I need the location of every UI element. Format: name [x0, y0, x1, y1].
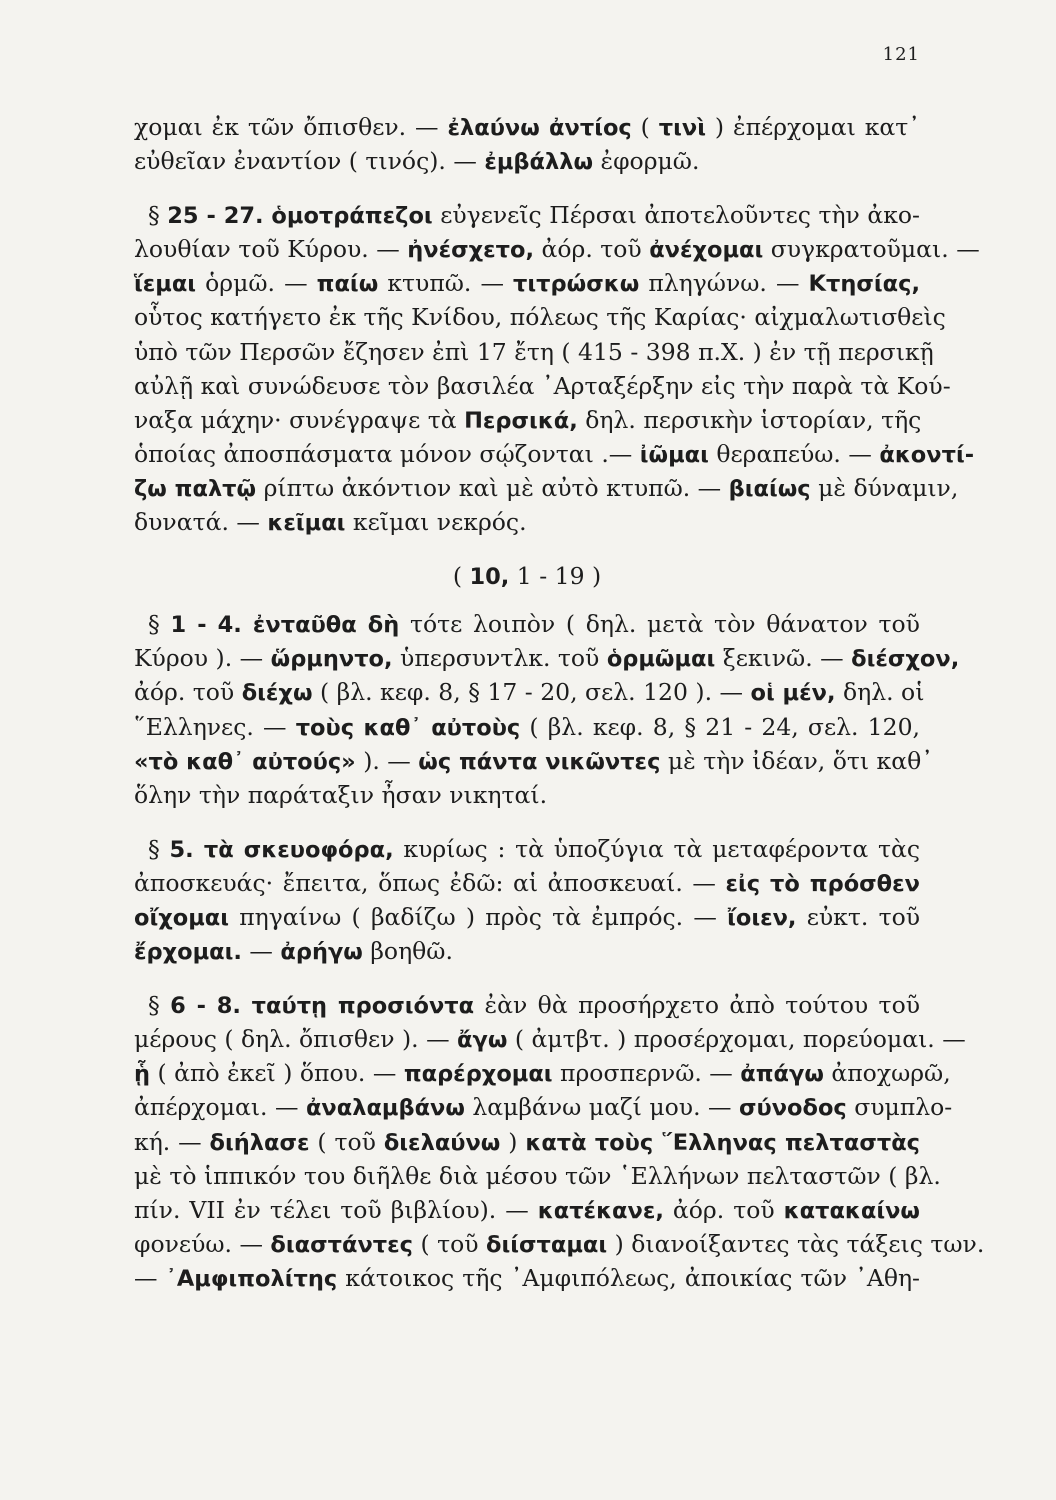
text-line	[134, 641, 960, 675]
plain-text: κυρίως : τὰ ὑποζύγια τὰ μεταφέροντα τὰς	[393, 834, 920, 863]
plain-text: 1 - 19 )	[509, 562, 602, 591]
plain-text: οὗτος κατήγετο ἐκ τῆς Κνίδου, πόλεως τῆς Καρίας· αἰχμαλωτισθεὶς	[134, 303, 946, 332]
bold-term: βιαίως	[728, 475, 811, 502]
plain-text: αὐλῇ καὶ συνώδευσε τὸν βασιλέα ᾿Αρταξέρξην εἰς τὴν παρὰ τὰ Κού-	[134, 371, 951, 400]
bold-term: «τὸ καθ᾽ αὐτούς»	[134, 748, 356, 775]
page-number: 121	[882, 44, 920, 65]
bold-term: οἴχομαι	[134, 904, 229, 931]
plain-text: ὁρμῶ. —	[196, 269, 317, 298]
plain-text: ῞Ελληνες. —	[134, 712, 296, 741]
bold-term: οἱ μέν,	[750, 680, 836, 707]
plain-text: κή. —	[134, 1127, 210, 1156]
plain-text: §	[148, 834, 170, 863]
bold-term: ὡς πάντα νικῶντες	[418, 748, 661, 775]
bold-term: διελαύνω	[383, 1129, 501, 1156]
plain-text: ). —	[355, 746, 419, 775]
plain-text: ἀποχωρῶ,	[823, 1059, 951, 1088]
text-line	[134, 437, 975, 471]
text-line	[134, 505, 920, 539]
text-line	[134, 144, 920, 178]
plain-text: ρίπτω ἀκόντιον καὶ μὲ αὐτὸ κτυπῶ. —	[256, 473, 729, 502]
plain-text: μὲ δύναμιν,	[810, 473, 959, 502]
text-line	[134, 471, 959, 505]
plain-text: §	[148, 201, 168, 230]
text-line	[134, 900, 920, 934]
bold-term: παίω	[316, 271, 379, 298]
plain-text: πηγαίνω ( βαδίζω ) πρὸς τὰ ἐμπρός. —	[228, 902, 728, 931]
plain-text: ναξα μάχην· συνέγραψε τὰ	[134, 405, 465, 434]
bold-term: ἐλαύνω ἀντίος	[447, 115, 632, 141]
plain-text: §	[148, 991, 171, 1020]
text-line	[134, 607, 920, 641]
plain-text: ὁποίας ἀποσπάσματα μόνον σῴζονται .—	[134, 439, 640, 468]
bold-term: ἀρήγω	[280, 939, 363, 966]
plain-text: δυνατά. —	[134, 508, 268, 537]
plain-text: ξεκινῶ. —	[715, 644, 852, 673]
text-line	[134, 266, 920, 300]
text-line	[134, 1090, 953, 1124]
text-line	[134, 1056, 951, 1090]
bold-term: ἀναλαμβάνω	[305, 1095, 465, 1122]
plain-text: πληγώνω. —	[639, 269, 809, 298]
text-line	[134, 1193, 920, 1227]
bold-term: Περσικά,	[464, 407, 578, 434]
text-line	[134, 1125, 920, 1159]
bold-term: κατέκανε,	[537, 1197, 664, 1224]
bold-term: 5. τὰ σκευοφόρα,	[169, 836, 394, 863]
bold-term: διαστάντες	[270, 1231, 413, 1258]
plain-text: ἀόρ. τοῦ	[534, 235, 650, 264]
plain-text: ὑπερσυντλκ. τοῦ	[392, 644, 607, 673]
plain-text: ἀποσκευάς· ἔπειτα, ὅπως ἐδῶ: αἱ ἀποσκευαί. —	[134, 868, 726, 897]
bold-term: ἄγω	[457, 1027, 508, 1054]
bold-term: 25 - 27. ὁμοτράπεζοι	[167, 203, 433, 230]
bold-term: 1 - 4. ἐνταῦθα δὴ	[170, 612, 400, 639]
bold-term: ἰῶμαι	[639, 441, 709, 468]
text-line	[134, 369, 951, 403]
plain-text: κάτοικος τῆς ᾿Αμφιπόλεως, ἀποικίας τῶν ᾿Αθη-	[337, 1263, 920, 1292]
bold-term: τιτρώσκω	[513, 271, 640, 298]
text-line	[134, 710, 920, 744]
bold-term: κατακαίνω	[783, 1197, 920, 1224]
plain-text: ( ἀμτβτ. ) προσέρχομαι, πορεύομαι. —	[507, 1025, 966, 1054]
text-line	[134, 675, 925, 709]
plain-text: ( βλ. κεφ. 8, § 17 - 20, σελ. 120 ). —	[312, 678, 751, 707]
bold-term: κατὰ τοὺς ῞Ελληνας πελταστὰς	[525, 1129, 921, 1156]
plain-text: ὅλην τὴν παράταξιν ἦσαν νικηταί.	[134, 780, 548, 809]
bold-term: παρέρχομαι	[403, 1061, 553, 1088]
glossary-text	[134, 110, 985, 1295]
text-line	[134, 744, 934, 778]
plain-text: Κύρου ). —	[134, 644, 271, 673]
bold-term: τοὺς καθ᾽ αὐτοὺς	[295, 714, 521, 741]
plain-text: θεραπεύω. —	[708, 439, 880, 468]
plain-text: ὑπὸ τῶν Περσῶν ἔζησεν ἐπὶ 17 ἔτη ( 415 - 398 π.Χ. ) ἐν τῇ περσικῇ	[134, 337, 934, 366]
plain-text: εὐκτ. τοῦ	[796, 902, 921, 931]
bold-term: ἴοιεν,	[727, 904, 797, 931]
bold-term: ὁρμῶμαι	[606, 646, 716, 673]
bold-term: διέχω	[241, 680, 313, 707]
plain-text: ( βλ. κεφ. 8, § 21 - 24, σελ. 120,	[520, 712, 920, 741]
plain-text: ἀπέρχομαι. —	[134, 1093, 306, 1122]
bold-term: ἀπάγω	[740, 1061, 824, 1088]
text-line	[134, 934, 920, 968]
bold-term: ᾗ	[134, 1061, 151, 1088]
text-line	[134, 778, 920, 812]
text-line	[134, 300, 946, 334]
text-line	[134, 866, 920, 900]
bold-term: Κτησίας,	[808, 271, 920, 298]
bold-term: διέσχον,	[851, 646, 960, 673]
bold-term: διίσταμαι	[486, 1231, 608, 1258]
plain-text: πίν. VII ἐν τέλει τοῦ βιβλίου). —	[134, 1195, 538, 1224]
bold-term: σύνοδος	[738, 1095, 847, 1122]
plain-text: ἀόρ. τοῦ	[663, 1195, 784, 1224]
plain-text: λαμβάνω μαζί μου. —	[464, 1093, 739, 1122]
text-line	[134, 110, 920, 144]
plain-text: μὲ τὸ ἱππικόν του διῆλθε διὰ μέσου τῶν ῾Ελλήνων πελταστῶν ( βλ.	[134, 1161, 941, 1190]
bold-term: ὥρμηντο,	[270, 646, 393, 673]
text-line	[134, 403, 920, 437]
plain-text: εὐγενεῖς Πέρσαι ἀποτελοῦντες τὴν ἀκο-	[432, 201, 920, 230]
plain-text: συμπλο-	[846, 1093, 953, 1122]
bold-term: ᾿Αμφιπολίτης	[165, 1265, 338, 1292]
plain-text: εὐθεῖαν ἐναντίον ( τινός). —	[134, 147, 485, 176]
text-line	[134, 832, 920, 866]
bold-term: εἰς τὸ πρόσθεν	[725, 870, 920, 897]
plain-text: δηλ. περσικὴν ἱστορίαν, τῆς	[577, 405, 922, 434]
plain-text: ( τοῦ	[413, 1229, 487, 1258]
plain-text: —	[134, 1263, 166, 1292]
plain-text: ( τοῦ	[309, 1127, 384, 1156]
plain-text: —	[241, 937, 281, 966]
bold-term: ἐμβάλλω	[484, 149, 594, 176]
section-heading	[134, 559, 920, 593]
bold-term: 6 - 8. ταύτῃ προσιόντα	[170, 993, 475, 1020]
bold-term: κεῖμαι	[267, 510, 346, 537]
plain-text: ) διανοίξαντες τὰς τάξεις των.	[607, 1229, 985, 1258]
plain-text: κτυπῶ. —	[378, 269, 514, 298]
text-line	[134, 198, 920, 232]
bold-term: ἀνέχομαι	[649, 237, 764, 264]
plain-text: χομαι ἐκ τῶν ὄπισθεν. —	[134, 113, 448, 141]
plain-text: ἐὰν θὰ προσήρχετο ἀπὸ τούτου τοῦ	[474, 991, 920, 1020]
text-line	[134, 1261, 920, 1295]
plain-text: ἐφορμῶ.	[593, 147, 700, 176]
plain-text: μέρους ( δηλ. ὄπισθεν ). —	[134, 1025, 458, 1054]
text-line	[134, 232, 980, 266]
plain-text: ) ἐπέρχομαι κατ᾽	[706, 113, 920, 141]
plain-text: δηλ. οἱ	[835, 678, 925, 707]
plain-text: )	[500, 1127, 526, 1156]
text-line	[134, 1227, 985, 1261]
text-line	[134, 988, 920, 1022]
plain-text: (	[631, 113, 659, 141]
bold-term: διήλασε	[209, 1129, 310, 1156]
text-line	[134, 1159, 941, 1193]
plain-text: φονεύω. —	[134, 1229, 271, 1258]
plain-text: §	[148, 610, 171, 639]
plain-text: (	[452, 562, 470, 591]
plain-text: βοηθῶ.	[362, 937, 453, 966]
plain-text: συγκρατοῦμαι. —	[763, 235, 980, 264]
bold-term: ἠνέσχετο,	[407, 237, 535, 264]
bold-term: ἔρχομαι.	[134, 939, 242, 966]
text-line	[134, 1022, 966, 1056]
plain-text: τότε λοιπὸν ( δηλ. μετὰ τὸν θάνατον τοῦ	[399, 610, 920, 639]
bold-term: 10,	[469, 564, 510, 591]
plain-text: λουθίαν τοῦ Κύρου. —	[134, 235, 408, 264]
text-line	[134, 335, 934, 369]
bold-term: ζω παλτῷ	[134, 475, 257, 502]
plain-text: ( ἀπὸ ἐκεῖ ) ὅπου. —	[150, 1059, 404, 1088]
plain-text: μὲ τὴν ἰδέαν, ὅτι καθ᾽	[660, 746, 934, 775]
plain-text: κεῖμαι νεκρός.	[345, 508, 527, 537]
bold-term: ἵεμαι	[134, 271, 197, 298]
bold-term: τινὶ	[658, 115, 706, 141]
plain-text: ἀόρ. τοῦ	[134, 678, 242, 707]
plain-text: προσπερνῶ. —	[552, 1059, 741, 1088]
bold-term: ἀκοντί-	[879, 441, 975, 468]
